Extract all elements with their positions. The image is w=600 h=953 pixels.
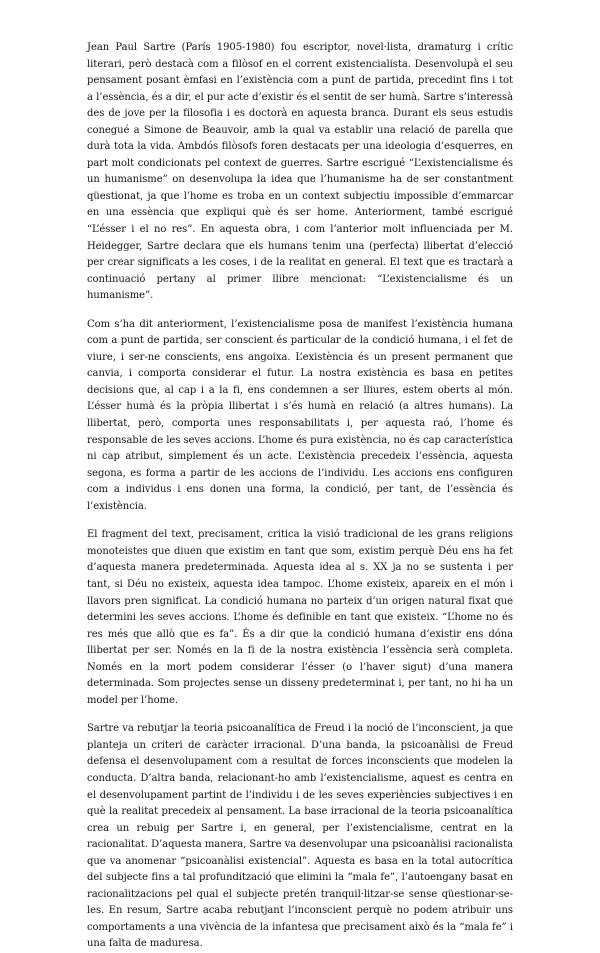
paragraph-sartre-biography: Jean Paul Sartre (París 1905-1980) fou escriptor, novel·lista, dramaturg i crític literari, però destacà com a filòsof en el corrent existencialista. Desenvolupà el seu pensament posant èmfasi en l’existència com a punt de partida, precedint fins i tot a l’essència, és a dir, el pur acte d’existir és el sentit de ser humà. Sartre s’interessà des de jove per la filosofia i es doctorà en aquesta branca. Durant els seus estudis conegué a Simone de Beauvoir, amb la qual va establir una relació de parella que durà tota la vida. Ambdós filòsofs foren destacats per una ideologia d’esquerres, en part molt condicionats pel context de guerres. Sartre escrigué “L’existencialisme és un humanisme” on desenvolupa la idea que l’humanisme ha de ser constantment qüestionat, ja que l’home es troba en un context subjectiu impossible d’emmarcar en una essència que expliqui què és ser home. Anteriorment, també escrigué “L’ésser i el no res”. En aquesta obra, i com l’anterior molt influenciada per M. Heidegger, Sartre declara que els humans tenim una (perfecta) llibertat d’elecció per crear significats a les coses, i de la realitat en general. El text que es tractarà a continuació pertany al primer llibre mencionat: “L’existencialisme és un humanisme”.	[87, 42, 513, 302]
paragraph-religion-critique: El fragment del text, precisament, critica la visió tradicional de les grans religions monoteistes que diuen que existim en tant que som, existim perquè Déu ens ha fet d’aquesta manera predeterminada. Aquesta idea al s. XX ja no se sustenta i per tant, si Déu no existeix, aquesta idea tampoc. L’home existeix, apareix en el món i llavors pren significat. La condició humana no parteix d’un origen natural fixat que determini les seves accions. L’home és definible en tant que existeix. “L’home no és res més que allò que es fa”. És a dir que la condició humana d’existir ens dóna llibertat per ser. Només en la fi de la nostra existència l’essència serà completa. Només en la mort podem considerar l’ésser (o l’haver sigut) d’una manera determinada. Som projectes sense un disseny predeterminat i, per tant, no hi ha un model per l’home.	[87, 529, 513, 706]
paragraph-existentialism: Com s’ha dit anteriorment, l’existencialisme posa de manifest l’existència humana com a punt de partida, ser conscient és particular de la condició humana, i el fet de viure, i ser-ne conscients, ens angoixa. L’existència és un present permanent que canvia, i comporta considerar el futur. La nostra existència es basa en petites decisions que, al cap i a la fi, ens condemnen a ser lliures, estem oberts al món. L’ésser humà és la pròpia llibertat i s’és humà en relació (a altres humans). La llibertat, però, comporta unes responsabilitats i, per aquesta raó, l’home és responsable de les seves accions. L’home és pura existència, no és cap característica ni cap atribut, simplement és un acte. L’existència precedeix l’essència, aquesta segona, es forma a partir de les accions de l’individu. Les accions ens configuren com a individus i ens donen una forma, la condició, per tant, de l’essència és l’existència.	[87, 318, 513, 512]
paragraph-freud-psychoanalysis: Sartre va rebutjar la teoria psicoanalítica de Freud i la noció de l’inconscient, ja que planteja un criteri de caràcter irracional. D’una banda, la psicoanàlisi de Freud defensa el desenvolupament com a resultat de forces inconscients que modelen la conducta. D’altra banda, relacionant-ho amb l’existencialisme, aquest es centra en el desenvolupament partint de l’individu i de les seves experiències subjectives i en què la realitat precedeix al pensament. La base irracional de la teoria psicoanalítica crea un rebuig per Sartre i, en general, per l’existencialisme, centrat en la racionalitat. D’aquesta manera, Sartre va desenvolupar una psicoanàlisi racionalista que va anomenar “psicoanàlisi existencial”. Aquesta es basa en la total autocrítica del subjecte fins a tal profundització que elimini la “mala fe”, l’autoengany basat en racionalitzacions pel qual el subjecte pretén tranquil·litzar-se sense qüestionar-se-les. En resum, Sartre acaba rebutjant l’inconscient perquè no podem atribuir uns comportaments a una vivència de la infantesa que precisament això és la “mala fe” i una falta de maduresa.	[87, 723, 513, 950]
